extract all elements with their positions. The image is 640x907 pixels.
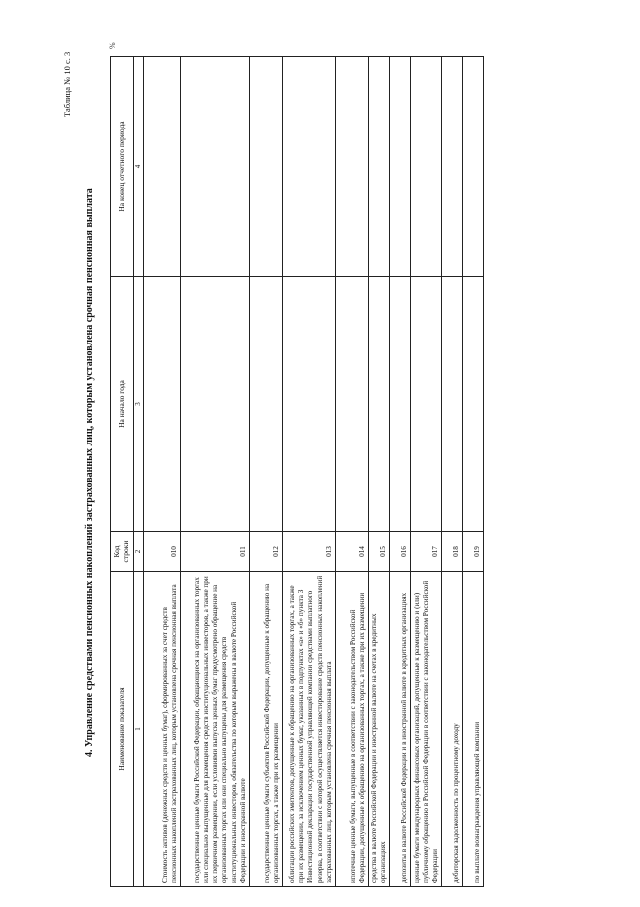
data-table	[110, 56, 484, 887]
col-number: 1	[134, 572, 144, 887]
row-end-value	[180, 57, 249, 277]
row-start-value	[463, 277, 484, 532]
col-header-start: На начало года	[111, 277, 134, 532]
table-row	[411, 57, 442, 887]
col-number: 3	[134, 277, 144, 532]
col-header-end: На конец отчетного периода	[111, 57, 134, 277]
row-indicator: дебиторская задолженность по процентному доходу	[442, 572, 463, 887]
row-start-value	[411, 277, 442, 532]
row-end-value	[442, 57, 463, 277]
table-row	[180, 57, 249, 887]
row-indicator: Стоимость активов (денежных средств и ценных бумаг), сформированных за счет средств пенсионных накоплений застрахованных лиц, которым установлена срочная пенсионная выплата	[143, 572, 180, 887]
table-row	[249, 57, 282, 887]
col-header-name: Наименование показателя	[111, 572, 134, 887]
row-code: 014	[335, 532, 368, 572]
row-indicator: ипотечные ценные бумаги, выпущенные в соответствии с законодательством Российской Федерации, допущенные к обращению на организованных торгах, а также при их размещении	[335, 572, 368, 887]
header-row	[111, 57, 134, 887]
col-number: 4	[134, 57, 144, 277]
row-code: 016	[390, 532, 411, 572]
row-indicator: облигации российских эмитентов, допущенные к обращению на организованных торгах, а также при их размещении, за исключением ценных бумаг, указанных в подпунктах «а» и «б» пункта 3 Инвестиционной декларации государственной управляющей компании средствами выплатного резерва, в соответствии с которой осуществляется инвестирование средств пенсионных накоплений застрахованных лиц, которым установлена срочная пенсионная выплата	[282, 572, 335, 887]
row-indicator: государственные ценные бумаги субъектов Российской Федерации, допущенные к обращению на организованных торгах, а также при их размещении	[249, 572, 282, 887]
row-start-value	[368, 277, 389, 532]
row-indicator: депозиты в валюте Российской Федерации и в иностранной валюте в кредитных организациях	[390, 572, 411, 887]
table-row	[282, 57, 335, 887]
row-start-value	[442, 277, 463, 532]
row-code: 019	[463, 532, 484, 572]
row-code: 011	[180, 532, 249, 572]
row-end-value	[411, 57, 442, 277]
col-number: 2	[134, 532, 144, 572]
table-row	[463, 57, 484, 887]
row-end-value	[335, 57, 368, 277]
row-indicator: ценные бумаги международных финансовых организаций, допущенные к размещению и (или) публичному обращению в Российской Федерации в соответствии с законодательством Российской Федерации	[411, 572, 442, 887]
row-start-value	[282, 277, 335, 532]
row-code: 010	[143, 532, 180, 572]
column-numbers-row	[134, 57, 144, 887]
row-start-value	[335, 277, 368, 532]
row-end-value	[463, 57, 484, 277]
table-row	[368, 57, 389, 887]
table-row	[390, 57, 411, 887]
row-end-value	[368, 57, 389, 277]
section-heading: 4. Управление средствами пенсионных накоплений застрахованных лиц, которым установлена срочная пенсионная выплата	[84, 188, 95, 757]
table-number: Таблица № 10 с. 3	[62, 51, 72, 117]
row-start-value	[390, 277, 411, 532]
row-indicator: по выплате вознаграждения управляющей компании	[463, 572, 484, 887]
row-end-value	[143, 57, 180, 277]
table-row	[442, 57, 463, 887]
row-indicator: государственные ценные бумаги Российской Федерации, обращающиеся на организованных торгах или специально выпущенные для размещения средств институциональных инвесторов, а также при их первичном размещении, если условиями выпуска ценных бумаг предусмотрено обращение на организованных торгах или они специально выпущены для размещения средств институциональных инвесторов, обязательства по которым выражены в валюте Российской Федерации и иностранной валюте	[180, 572, 249, 887]
row-code: 013	[282, 532, 335, 572]
corner-mark: %	[108, 42, 117, 49]
row-code: 017	[411, 532, 442, 572]
row-end-value	[390, 57, 411, 277]
row-code: 018	[442, 532, 463, 572]
row-code: 015	[368, 532, 389, 572]
row-end-value	[249, 57, 282, 277]
table-row	[335, 57, 368, 887]
table-row	[143, 57, 180, 887]
col-header-code: Код строки	[111, 532, 134, 572]
row-start-value	[249, 277, 282, 532]
row-start-value	[143, 277, 180, 532]
row-end-value	[282, 57, 335, 277]
row-indicator: средства в валюте Российской Федерации и иностранной валюте на счетах в кредитных организациях	[368, 572, 389, 887]
row-code: 012	[249, 532, 282, 572]
row-start-value	[180, 277, 249, 532]
